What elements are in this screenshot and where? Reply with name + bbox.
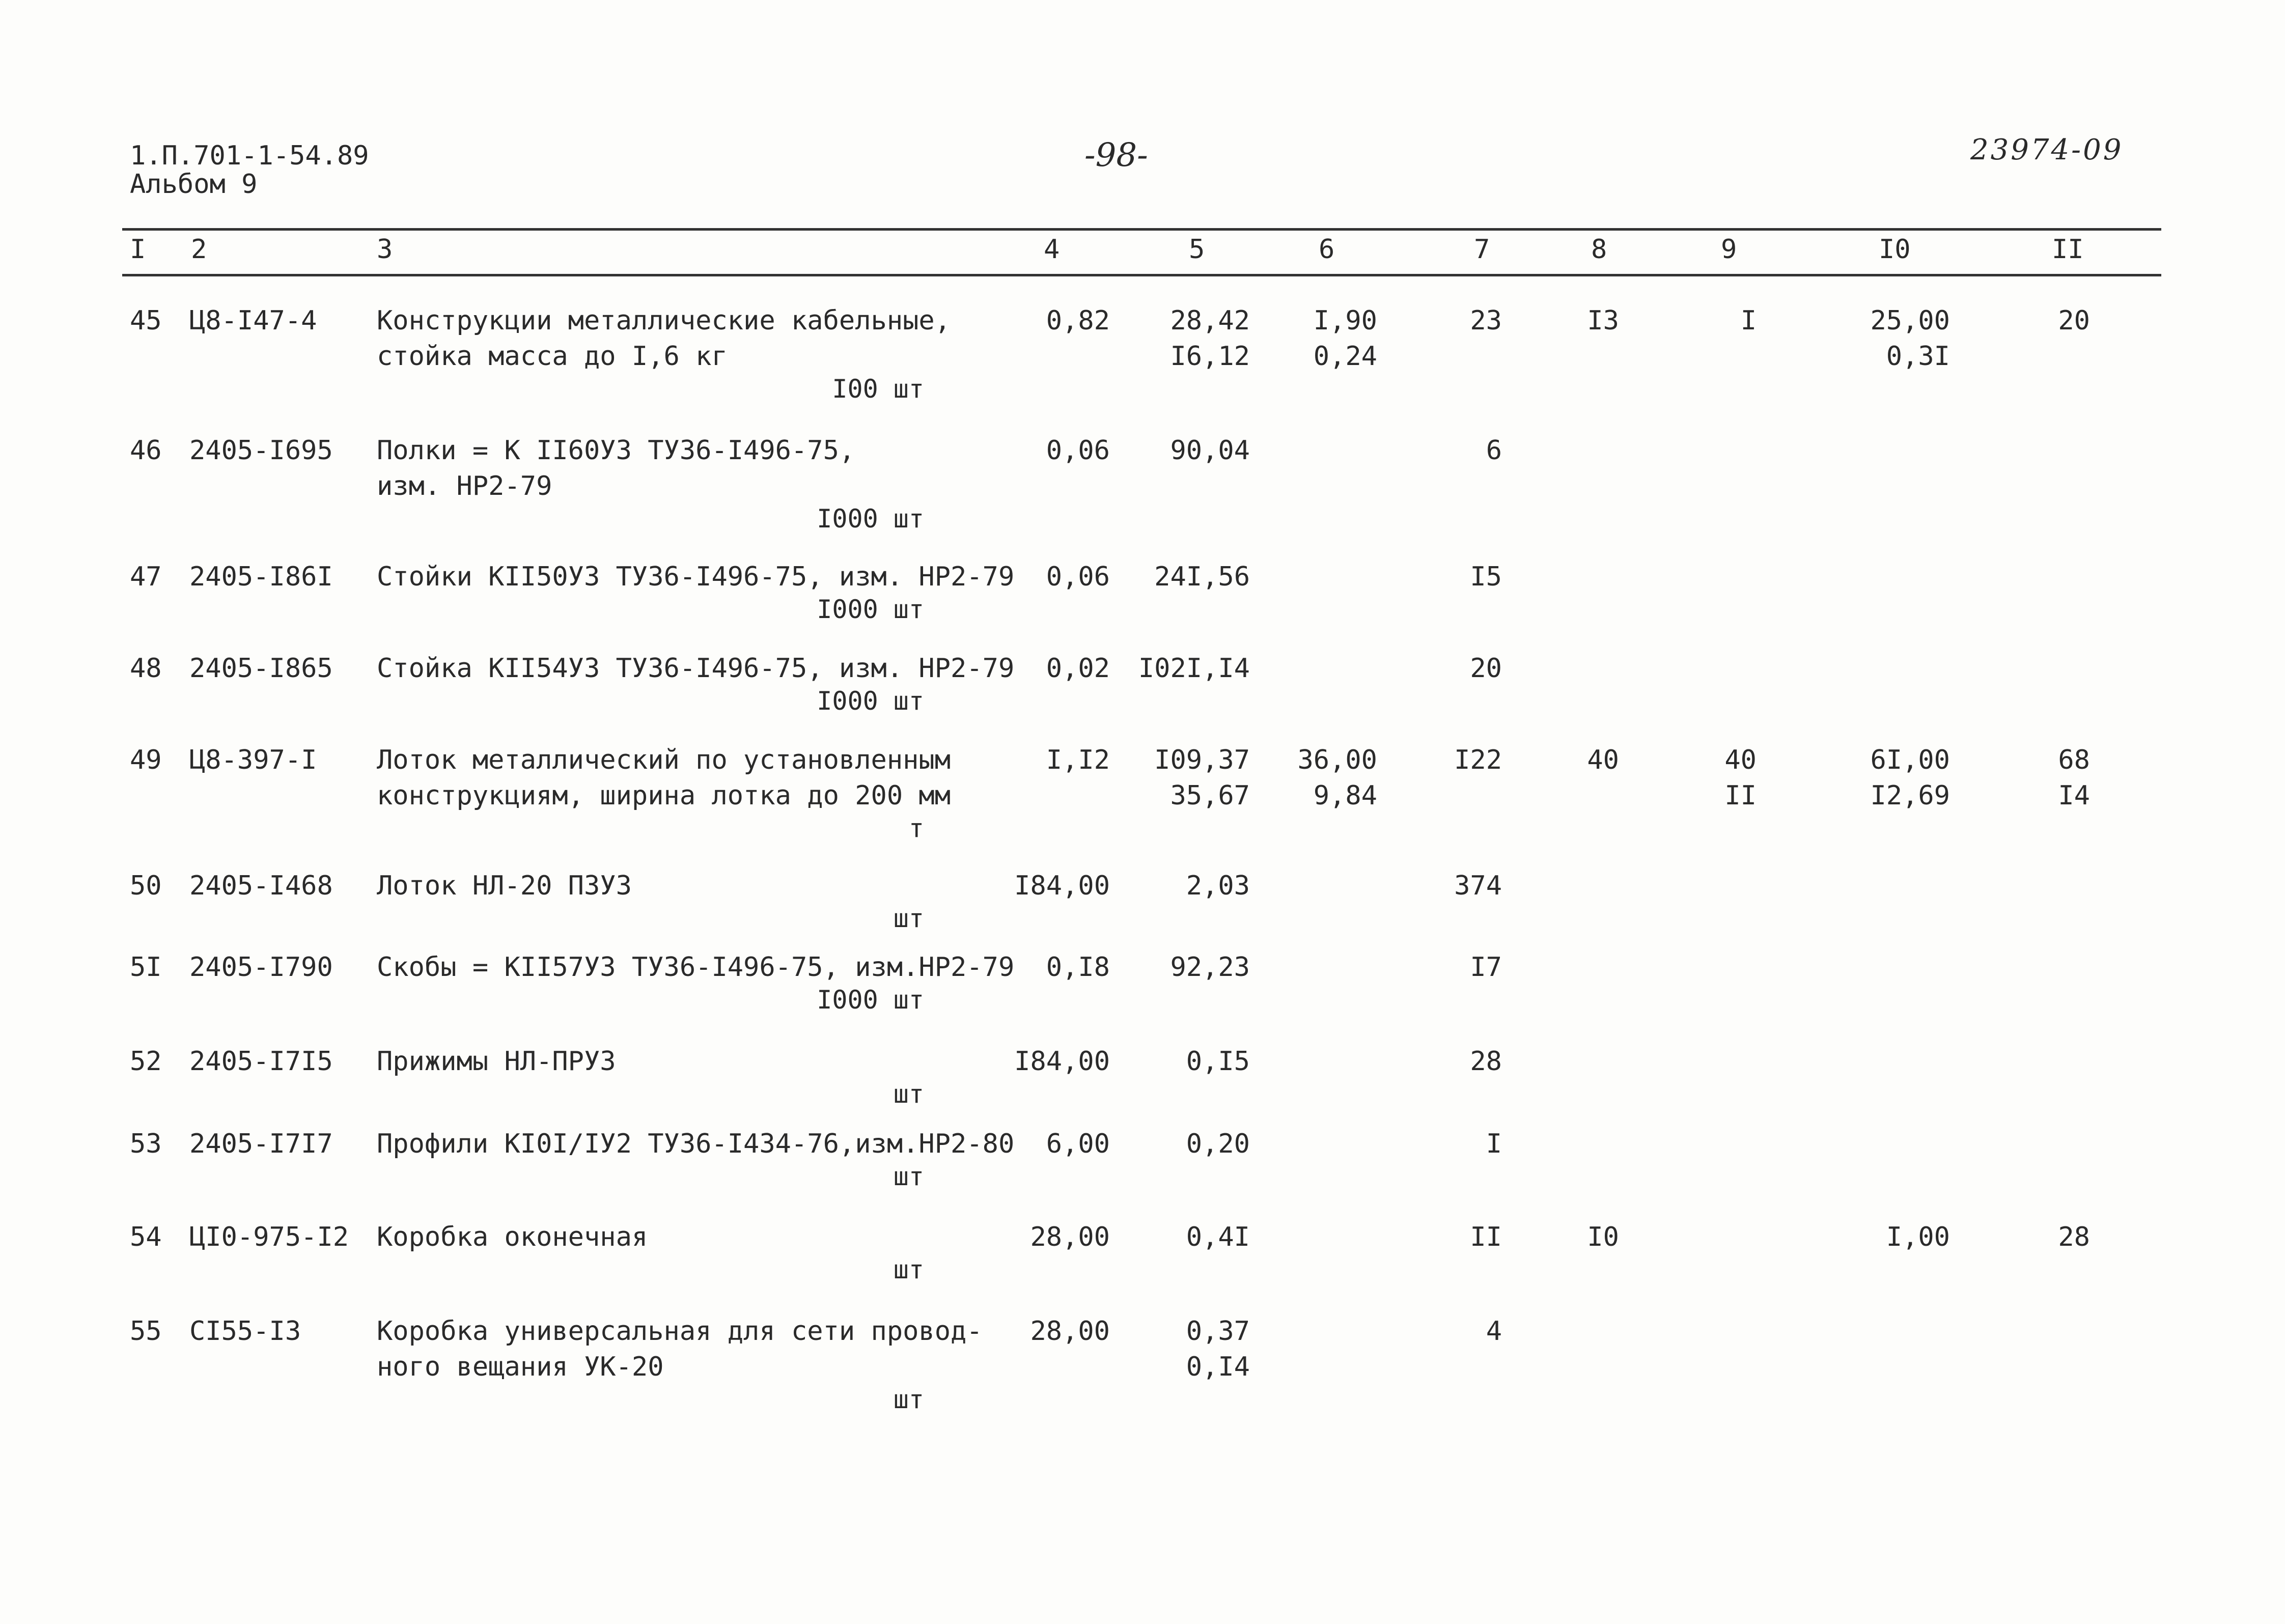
col-11-value: 28	[2058, 1222, 2090, 1252]
row-number: 49	[130, 745, 162, 775]
item-description: Скобы = КII57У3 ТУ36-I496-75, изм.НР2-79	[377, 952, 1015, 983]
row-number: 47	[130, 562, 162, 592]
unit-of-measure: I000 шт	[817, 985, 924, 1015]
col-7-value: 28	[1470, 1046, 1502, 1077]
page-number: -98-	[1084, 136, 1148, 174]
col-7-value: I22	[1454, 745, 1502, 775]
col-8-value: I0	[1587, 1222, 1619, 1252]
price-code: 2405-I468	[189, 871, 333, 901]
unit-of-measure: т	[908, 814, 924, 843]
price-code: 2405-I7I7	[189, 1129, 333, 1159]
unit-of-measure: I00 шт	[832, 374, 924, 404]
column-header-4: 4	[1044, 234, 1060, 265]
unit-of-measure: I000 шт	[817, 595, 924, 624]
col-7-value: I7	[1470, 952, 1502, 983]
item-description: Коробка универсальная для сети провод- ного вещания УК-20	[377, 1316, 983, 1382]
unit-of-measure: шт	[893, 1079, 924, 1109]
column-header-2: 2	[191, 234, 207, 265]
col-4-value: 0,02	[1046, 653, 1110, 684]
price-code: CI55-I3	[189, 1316, 301, 1347]
document-number: 23974-09	[1970, 133, 2124, 166]
col-8-value: 40	[1587, 745, 1619, 775]
unit-of-measure: шт	[893, 1385, 924, 1414]
item-description: Прижимы НЛ-ПРУ3	[377, 1046, 616, 1077]
col-7-value: 20	[1470, 653, 1502, 684]
item-description: Конструкции металлические кабельные, стойка масса до I,6 кг	[377, 305, 951, 372]
unit-of-measure: I000 шт	[817, 686, 924, 716]
col-4-value: I84,00	[1014, 1046, 1110, 1077]
col-4-value: 0,I8	[1046, 952, 1110, 983]
row-number: 52	[130, 1046, 162, 1077]
column-header-10: I0	[1879, 234, 1911, 265]
price-code: 2405-I790	[189, 952, 333, 983]
col-5-value: 28,42 I6,12	[1170, 305, 1250, 372]
row-number: 48	[130, 653, 162, 684]
row-number: 54	[130, 1222, 162, 1252]
row-number: 45	[130, 305, 162, 336]
item-description: Лоток металлический по установленным конструкциям, ширина лотка до 200 мм	[377, 745, 951, 811]
col-5-value: 24I,56	[1154, 562, 1250, 592]
col-4-value: I84,00	[1014, 871, 1110, 901]
column-header-7: 7	[1474, 234, 1490, 265]
col-9-value: 40 II	[1724, 745, 1757, 811]
col-7-value: I5	[1470, 562, 1502, 592]
col-7-value: 4	[1486, 1316, 1502, 1347]
column-header-11: II	[2052, 234, 2084, 265]
col-5-value: I09,37 35,67	[1154, 745, 1250, 811]
col-6-value: 36,00 9,84	[1297, 745, 1377, 811]
col-7-value: 374	[1454, 871, 1502, 901]
document-code-line1: 1.П.701-1-54.89	[130, 141, 369, 171]
price-code: Ц8-397-I	[189, 745, 317, 775]
column-header-1: I	[130, 234, 146, 265]
col-5-value: 0,I5	[1186, 1046, 1250, 1077]
item-description: Стойка КII54У3 ТУ36-I496-75, изм. НР2-79	[377, 653, 1015, 684]
col-7-value: II	[1470, 1222, 1502, 1252]
col-6-value: I,90 0,24	[1313, 305, 1377, 372]
row-number: 55	[130, 1316, 162, 1347]
item-description: Лоток НЛ-20 П3У3	[377, 871, 632, 901]
col-5-value: 92,23	[1170, 952, 1250, 983]
price-code: ЦI0-975-I2	[189, 1222, 349, 1252]
item-description: Стойки КII50У3 ТУ36-I496-75, изм. НР2-79	[377, 562, 1015, 592]
col-8-value: I3	[1587, 305, 1619, 336]
col-4-value: I,I2	[1046, 745, 1110, 775]
unit-of-measure: I000 шт	[817, 504, 924, 534]
col-11-value: 20	[2058, 305, 2090, 336]
col-10-value: 25,00 0,3I	[1870, 305, 1950, 372]
price-code: 2405-I7I5	[189, 1046, 333, 1077]
row-number: 5I	[130, 952, 162, 983]
item-description: Коробка оконечная	[377, 1222, 648, 1252]
row-number: 53	[130, 1129, 162, 1159]
album-label: Альбом 9	[130, 169, 258, 200]
col-5-value: 0,4I	[1186, 1222, 1250, 1252]
col-4-value: 0,06	[1046, 562, 1110, 592]
col-4-value: 6,00	[1046, 1129, 1110, 1159]
col-4-value: 28,00	[1030, 1316, 1110, 1347]
col-7-value: 6	[1486, 435, 1502, 466]
price-code: Ц8-I47-4	[189, 305, 317, 336]
col-5-value: 90,04	[1170, 435, 1250, 466]
col-9-value: I	[1740, 305, 1757, 336]
row-number: 50	[130, 871, 162, 901]
column-header-6: 6	[1319, 234, 1335, 265]
col-10-value: 6I,00 I2,69	[1870, 745, 1950, 811]
col-5-value: 0,20	[1186, 1129, 1250, 1159]
item-description: Полки = К II60У3 ТУ36-I496-75, изм. НР2-79	[377, 435, 855, 501]
price-code: 2405-I865	[189, 653, 333, 684]
col-5-value: 0,37 0,I4	[1186, 1316, 1250, 1382]
col-4-value: 28,00	[1030, 1222, 1110, 1252]
table-top-rule	[122, 228, 2161, 231]
price-code: 2405-I86I	[189, 562, 333, 592]
col-4-value: 0,82	[1046, 305, 1110, 336]
col-5-value: 2,03	[1186, 871, 1250, 901]
unit-of-measure: шт	[893, 904, 924, 933]
unit-of-measure: шт	[893, 1162, 924, 1191]
col-10-value: I,00	[1886, 1222, 1950, 1252]
price-code: 2405-I695	[189, 435, 333, 466]
column-header-5: 5	[1189, 234, 1205, 265]
col-5-value: I02I,I4	[1138, 653, 1250, 684]
col-11-value: 68 I4	[2058, 745, 2090, 811]
col-7-value: 23	[1470, 305, 1502, 336]
col-4-value: 0,06	[1046, 435, 1110, 466]
document-code	[130, 142, 369, 199]
column-header-3: 3	[377, 234, 393, 265]
table-header-rule	[122, 274, 2161, 276]
column-header-8: 8	[1591, 234, 1607, 265]
unit-of-measure: шт	[893, 1255, 924, 1284]
col-7-value: I	[1486, 1129, 1502, 1159]
column-header-9: 9	[1721, 234, 1737, 265]
item-description: Профили КI0I/IУ2 ТУ36-I434-76,изм.НР2-80	[377, 1129, 1015, 1159]
row-number: 46	[130, 435, 162, 466]
